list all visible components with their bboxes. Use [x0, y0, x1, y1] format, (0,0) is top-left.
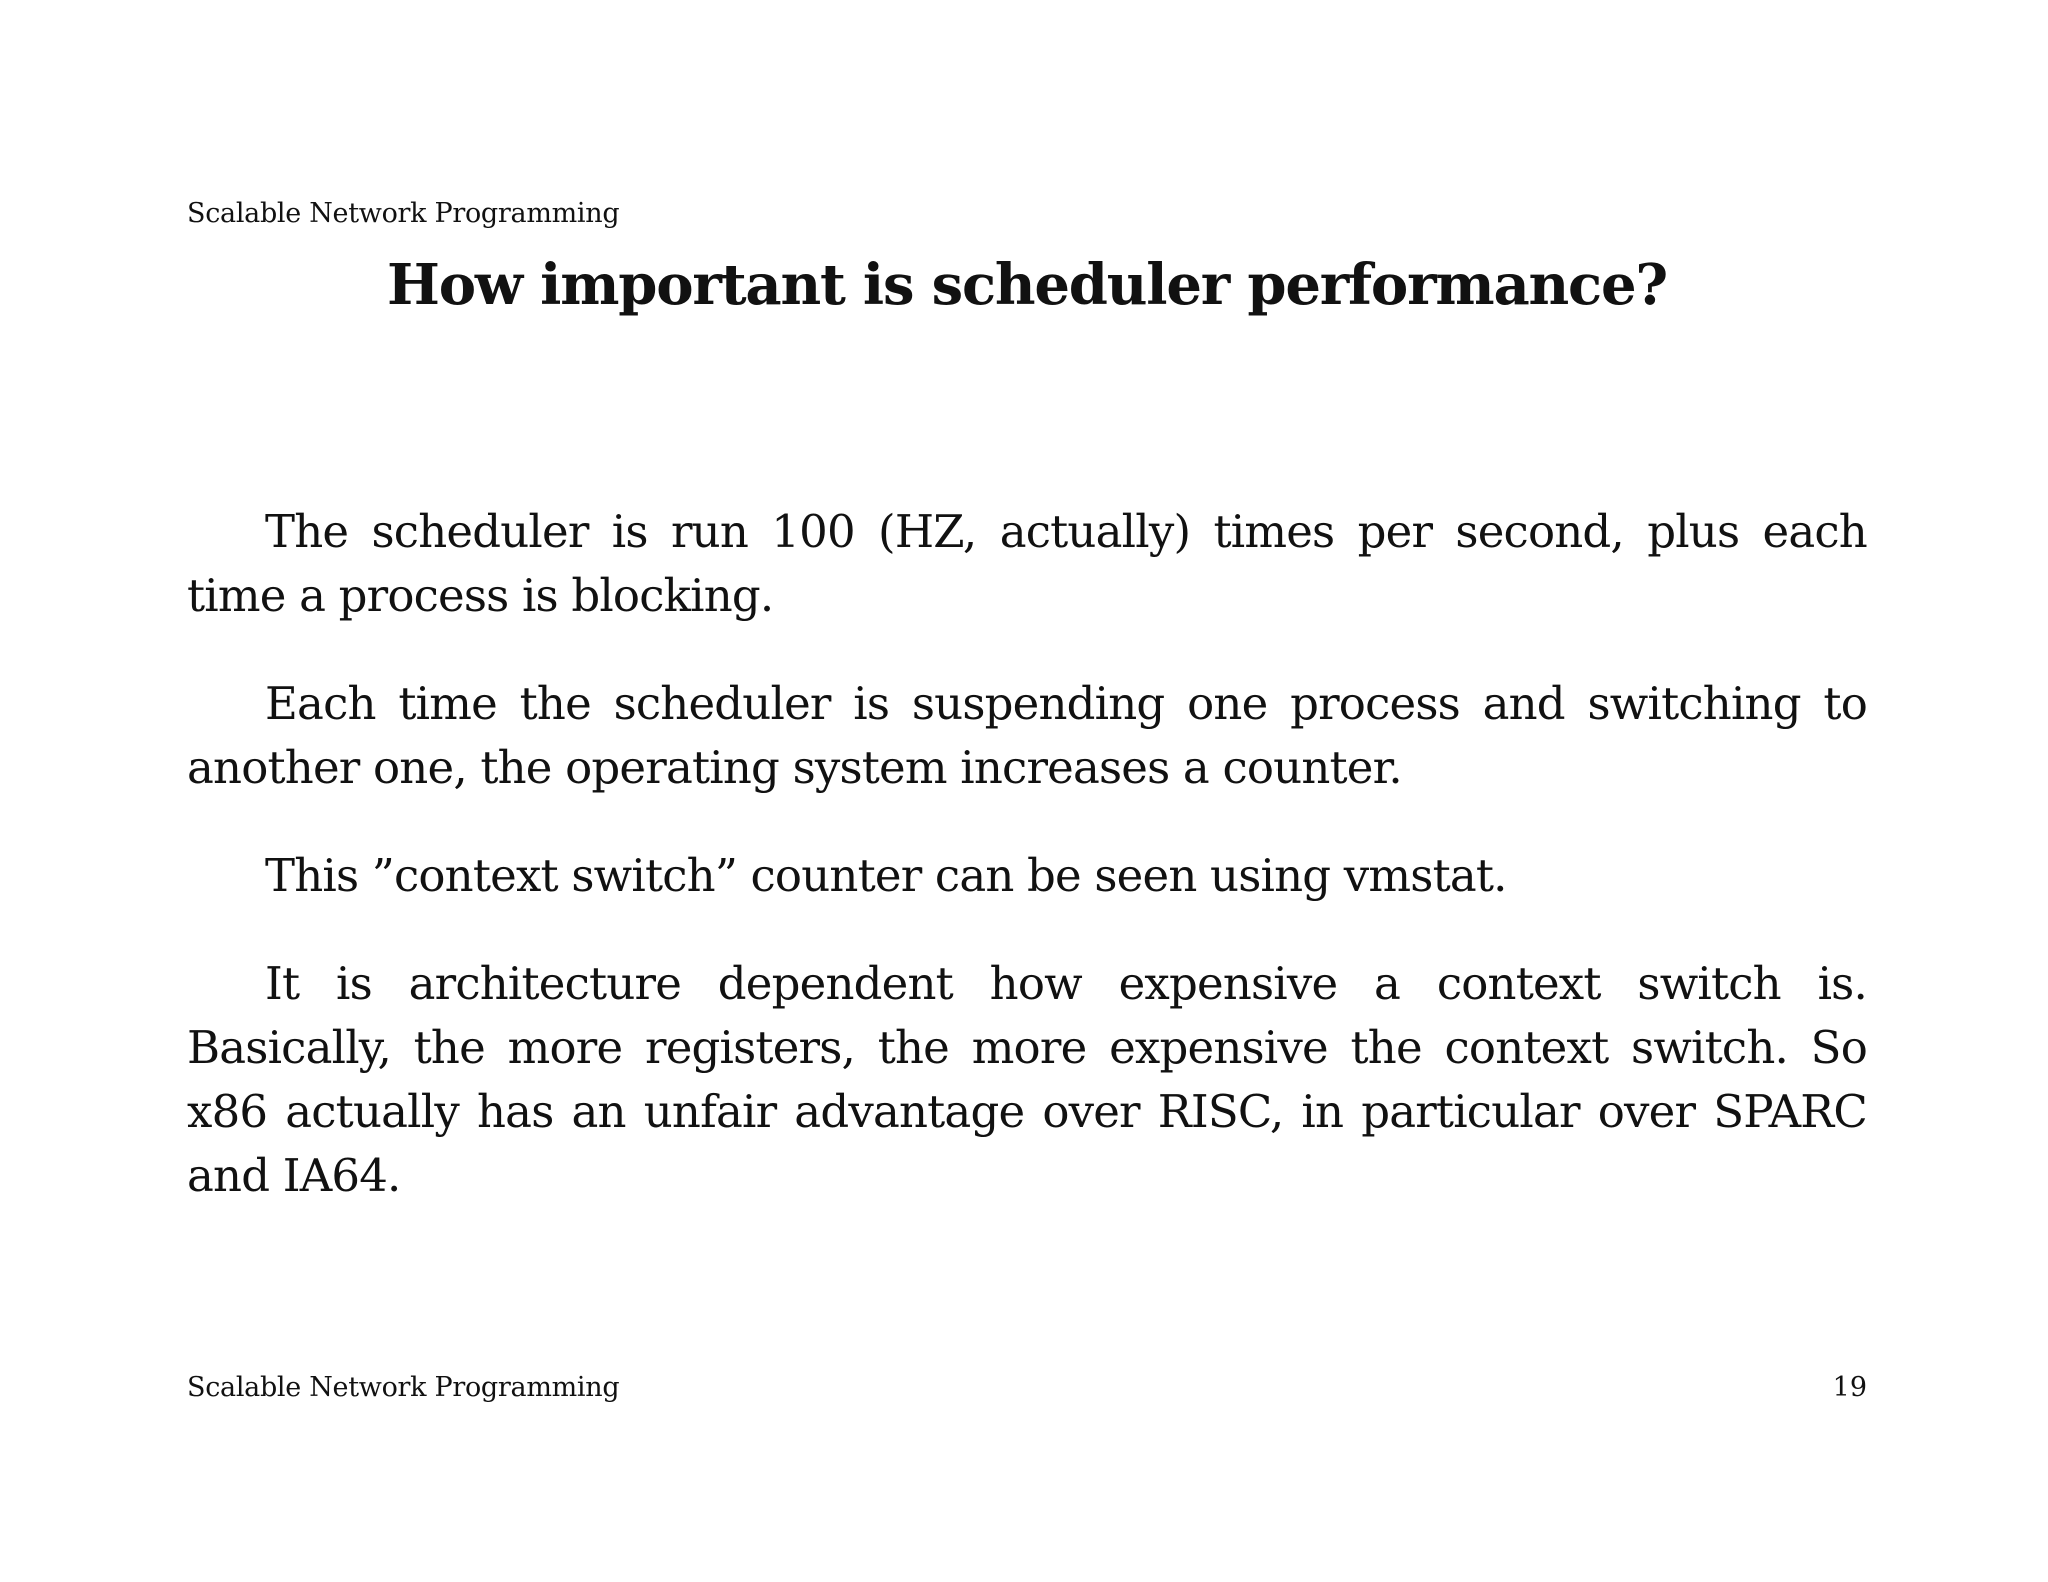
running-header: Scalable Network Programming [187, 198, 620, 229]
page-number: 19 [1832, 1372, 1867, 1403]
slide-title: How important is scheduler performance? [386, 252, 1667, 318]
paragraph-architecture-cost: It is architecture dependent how expensive a context switch is. Basically, the more registers, the more expensive the context switch. So x86 actually has an unfair advantage over RISC, in particular over SPARC and IA64. [187, 957, 1867, 1202]
paragraph-vmstat: This ”context switch” counter can be seen using vmstat. [265, 849, 1507, 902]
running-footer: Scalable Network Programming [187, 1372, 620, 1403]
slide-body [187, 500, 1867, 1252]
paragraph-context-switch-counter: Each time the scheduler is suspending one process and switching to another one, the operating system increases a counter. [187, 677, 1867, 794]
paragraph-scheduler-frequency: The scheduler is run 100 (HZ, actually) times per second, plus each time a process is blocking. [187, 505, 1867, 622]
